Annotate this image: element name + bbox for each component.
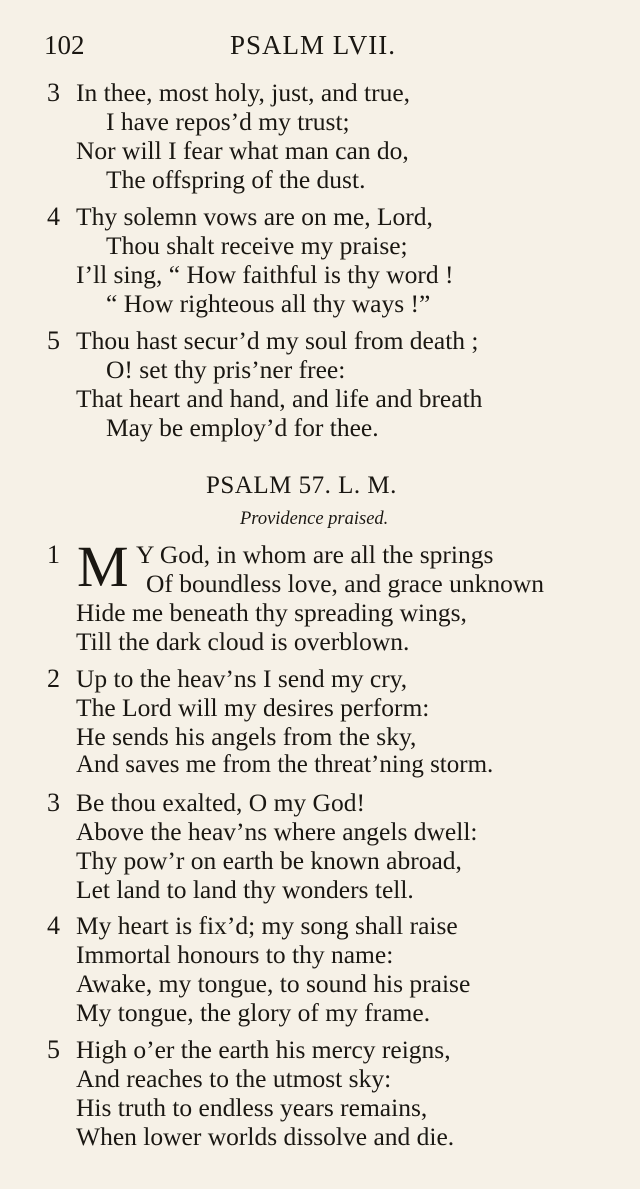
stanza-number: 5 [47,1035,60,1064]
stanza-line: High o’er the earth his mercy reigns, [76,1035,451,1064]
stanza-line: Thou shalt receive my praise; [106,231,408,260]
stanza-line: In thee, most holy, just, and true, [76,78,411,107]
stanza-number: 1 [47,540,60,569]
stanza-line: When lower worlds dissolve and die. [76,1122,455,1151]
stanza-line: The offspring of the dust. [106,165,366,194]
psalm-title: PSALM 57. L. M. [206,472,397,499]
stanza-line: Above the heav’ns where angels dwell: [76,817,478,846]
stanza-number: 3 [47,78,60,107]
stanza-line: Thy solemn vows are on me, Lord, [76,202,433,231]
stanza-line: Immortal honours to thy name: [76,940,394,969]
stanza-line: Of boundless love, and grace unknown [146,569,544,598]
stanza-line: Y God, in whom are all the springs [136,540,494,569]
running-title: PSALM LVII. [230,30,397,60]
stanza-line: O! set thy pris’ner free: [106,355,346,384]
stanza-line: He sends his angels from the sky, [76,722,417,751]
stanza-number: 3 [47,788,60,817]
drop-cap: M [77,534,129,599]
stanza-line: And saves me from the threat’ning storm. [76,751,494,778]
stanza-line: Let land to land thy wonders tell. [76,875,414,904]
stanza-number: 2 [47,664,60,693]
stanza-line: Nor will I fear what man can do, [76,136,409,165]
stanza-line: And reaches to the utmost sky: [76,1064,392,1093]
stanza-line: Up to the heav’ns I send my cry, [76,664,408,693]
page-header [0,30,640,64]
stanza-line: Thou hast secur’d my soul from death ; [76,326,479,355]
stanza-number: 5 [47,326,60,355]
stanza-line: “ How righteous all thy ways !” [106,289,431,318]
stanza-line: I have repos’d my trust; [106,107,350,136]
stanza-line: My tongue, the glory of my frame. [76,998,431,1027]
stanza-line: My heart is fix’d; my song shall raise [76,911,458,940]
stanza-line: Hide me beneath thy spreading wings, [76,598,467,627]
stanza-line: That heart and hand, and life and breath [76,384,483,413]
stanza-line: I’ll sing, “ How faithful is thy word ! [76,260,454,289]
stanza-line: Awake, my tongue, to sound his praise [76,969,471,998]
stanza-line: The Lord will my desires perform: [76,693,430,722]
stanza-line: Thy pow’r on earth be known abroad, [76,846,462,875]
stanza-number: 4 [47,202,60,231]
page-number: 102 [44,30,85,60]
stanza-line: May be employ’d for thee. [106,413,379,442]
stanza-line: Be thou exalted, O my God! [76,788,365,817]
stanza-line: His truth to endless years remains, [76,1093,428,1122]
stanza-number: 4 [47,911,60,940]
stanza-line: Till the dark cloud is overblown. [76,627,410,656]
psalm-subtitle: Providence praised. [240,509,389,529]
